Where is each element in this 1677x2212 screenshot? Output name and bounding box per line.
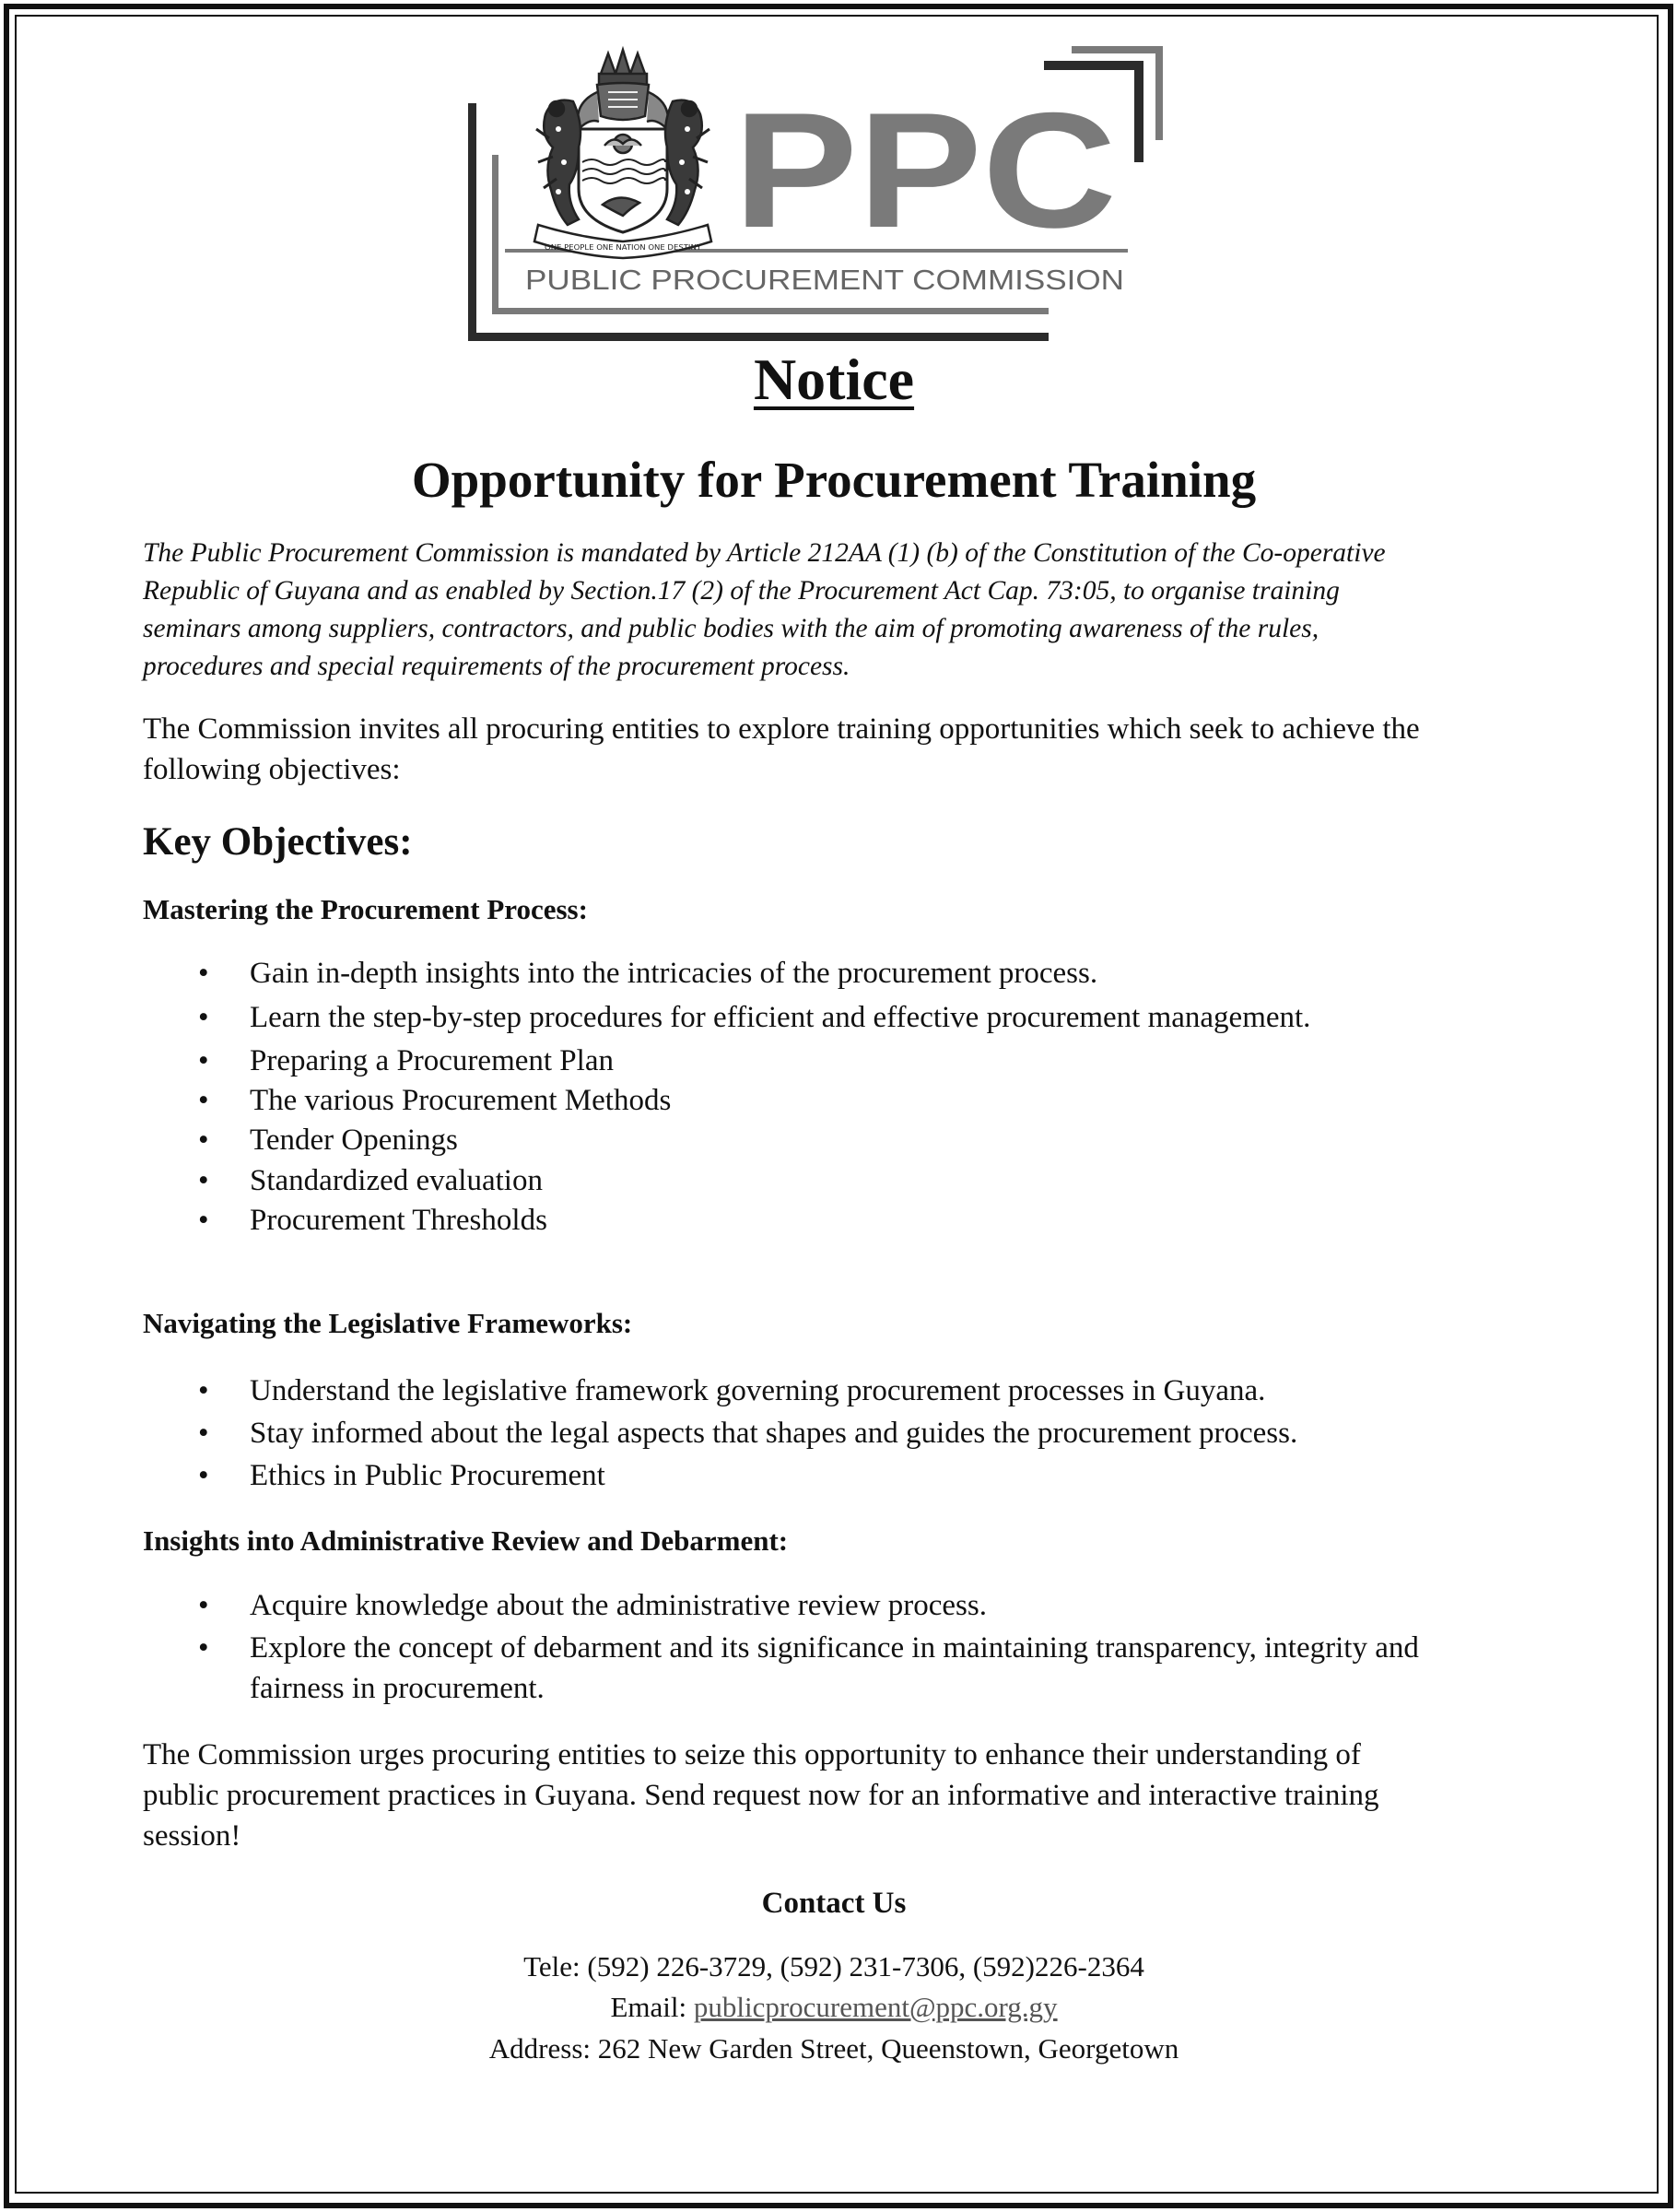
contact-heading: Contact Us: [761, 1887, 907, 1920]
bullet-text: Standardized evaluation: [250, 1164, 543, 1197]
bullet-icon: •: [198, 1459, 209, 1492]
logo-full-name: PUBLIC PROCUREMENT COMMISSION: [525, 264, 1124, 296]
bullet-icon: •: [198, 957, 209, 990]
invite-paragraph: [143, 709, 1420, 790]
intro-line: Republic of Guyana and as enabled by Section.17 (2) of the Procurement Act Cap. 73:05, to organise training: [143, 576, 1340, 606]
closing-line: session!: [143, 1819, 241, 1853]
bullet-icon: •: [198, 1374, 209, 1407]
bullet-icon: •: [198, 1044, 209, 1077]
logo-bracket-right-gray-vertical: [1155, 46, 1163, 140]
intro-line: seminars among suppliers, contractors, and public bodies with the aim of promoting awareness of the rules,: [143, 614, 1319, 643]
bullet-text-line: Explore the concept of debarment and its significance in maintaining transparency, integrity and: [250, 1631, 1419, 1665]
logo-bracket-right-gray-horizontal: [1072, 46, 1163, 53]
contact-email: [0, 1987, 1668, 2028]
invite-line: The Commission invites all procuring entities to explore training opportunities which seek to achieve the: [143, 712, 1420, 746]
email-label: Email:: [610, 1991, 694, 2023]
logo-bracket-right-dark-vertical: [1134, 61, 1143, 162]
ppc-logo: [0, 0, 1677, 369]
logo-bracket-left-gray-horizontal: [492, 308, 1049, 314]
email-link[interactable]: publicprocurement@ppc.org.gy: [693, 1991, 1058, 2023]
bullet-icon: •: [198, 1084, 209, 1117]
bullet-text: Understand the legislative framework governing procurement processes in Guyana.: [250, 1374, 1266, 1407]
logo-acronym: PPC: [733, 78, 1117, 262]
bullet-icon: •: [198, 1417, 209, 1450]
bullet-icon: •: [198, 1124, 209, 1157]
address-value: 262 New Garden Street, Queenstown, Georgetown: [597, 2032, 1179, 2065]
bullet-text: The various Procurement Methods: [250, 1084, 672, 1117]
logo-bracket-left-dark-horizontal: [468, 333, 1049, 341]
invite-line: following objectives:: [143, 753, 401, 786]
closing-line: public procurement practices in Guyana. Send request now for an informative and interactive training: [143, 1779, 1379, 1812]
section-heading-administrative: Insights into Administrative Review and Debarment:: [143, 1524, 789, 1557]
bullet-text: Learn the step-by-step procedures for efficient and effective procurement management.: [250, 1001, 1311, 1034]
section-heading-legislative: Navigating the Legislative Frameworks:: [143, 1307, 633, 1339]
bullet-text: Preparing a Procurement Plan: [250, 1044, 614, 1077]
intro-line: The Public Procurement Commission is mandated by Article 212AA (1) (b) of the Constitution of the Co-operative: [143, 538, 1386, 568]
bullet-text: Procurement Thresholds: [250, 1204, 547, 1237]
address-label: Address:: [488, 2032, 598, 2065]
main-title: Opportunity for Procurement Training: [411, 452, 1257, 508]
coat-of-arms-icon: [534, 50, 711, 258]
bullet-text: Ethics in Public Procurement: [250, 1459, 605, 1492]
bullet-icon: •: [198, 1204, 209, 1237]
closing-paragraph: [143, 1735, 1379, 1856]
intro-paragraph: [143, 535, 1386, 686]
tele-label: Tele:: [523, 1950, 588, 1983]
bullet-text: Acquire knowledge about the administrative review process.: [250, 1589, 987, 1622]
bullet-text-line: fairness in procurement.: [250, 1672, 545, 1705]
bullet-text: Stay informed about the legal aspects that shapes and guides the procurement process.: [250, 1417, 1298, 1450]
logo-bracket-left-dark-vertical: [468, 103, 476, 341]
bullet-icon: •: [198, 1631, 209, 1665]
svg-text:ONE PEOPLE ONE NATION ONE DEST: ONE PEOPLE ONE NATION ONE DESTINY: [545, 243, 702, 252]
bullet-text: Tender Openings: [250, 1124, 458, 1157]
bullet-icon: •: [198, 1001, 209, 1034]
intro-line: procedures and special requirements of the procurement process.: [143, 652, 850, 681]
closing-line: The Commission urges procuring entities to seize this opportunity to enhance their understanding of: [143, 1738, 1361, 1771]
bullet-text: [250, 1628, 1419, 1709]
tele-numbers: (592) 226-3729, (592) 231-7306, (592)226-2364: [587, 1950, 1144, 1983]
notice-title: Notice: [753, 347, 915, 412]
section-heading-mastering: Mastering the Procurement Process:: [143, 893, 588, 925]
contact-tele: [0, 1947, 1668, 1987]
key-objectives-heading: Key Objectives:: [143, 820, 413, 864]
logo-bracket-right-dark-horizontal: [1044, 61, 1143, 70]
logo-bracket-left-gray-vertical: [492, 155, 498, 313]
bullet-text: Gain in-depth insights into the intricacies of the procurement process.: [250, 957, 1098, 990]
contact-address: [0, 2029, 1668, 2069]
bullet-icon: •: [198, 1589, 209, 1622]
bullet-icon: •: [198, 1164, 209, 1197]
